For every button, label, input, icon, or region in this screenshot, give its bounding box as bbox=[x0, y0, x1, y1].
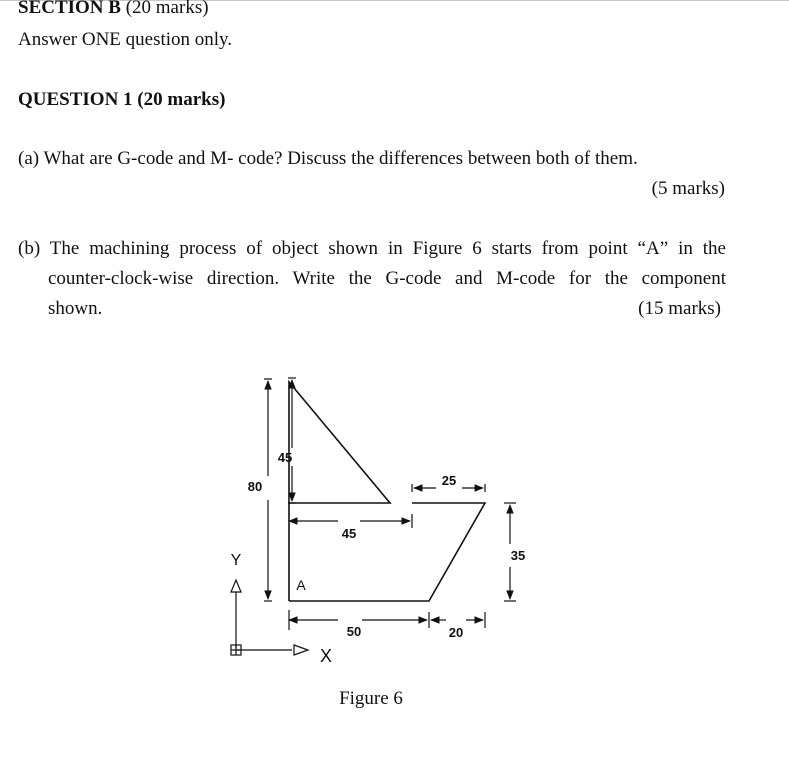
figure-caption: Figure 6 bbox=[339, 688, 403, 709]
dim-overall-height: 80 bbox=[247, 479, 263, 494]
dim-offset-width: 25 bbox=[441, 473, 457, 488]
part-b-line-2: counter-clock-wise direction. Write the G-code and M-code for the component bbox=[48, 268, 726, 289]
question-title: QUESTION 1 (20 marks) bbox=[18, 89, 226, 110]
section-instruction: Answer ONE question only. bbox=[18, 29, 233, 50]
dimension-lines bbox=[236, 378, 516, 650]
dim-right-height: 35 bbox=[510, 548, 526, 563]
dim-bottom-width: 50 bbox=[346, 624, 362, 639]
section-title: SECTION B bbox=[18, 0, 121, 18]
part-outline bbox=[289, 382, 485, 601]
part-b-marks: (15 marks) bbox=[638, 298, 721, 319]
part-a-text: (a) What are G-code and M- code? Discuss the differences between both of them. bbox=[18, 148, 638, 169]
section-marks: (20 marks) bbox=[125, 0, 209, 18]
part-b-line-3: shown. bbox=[48, 298, 103, 319]
start-point-label: A bbox=[296, 577, 306, 593]
x-axis-label: X bbox=[319, 646, 333, 666]
dim-bottom-offset: 20 bbox=[448, 625, 464, 640]
part-a-marks: (5 marks) bbox=[651, 178, 725, 199]
y-axis-label: Y bbox=[230, 552, 242, 569]
dim-top-height: 45 bbox=[277, 450, 293, 465]
part-b-line-1: (b) The machining process of object shown in Figure 6 starts from point “A” in the bbox=[18, 238, 726, 259]
dim-top-width: 45 bbox=[341, 526, 357, 541]
